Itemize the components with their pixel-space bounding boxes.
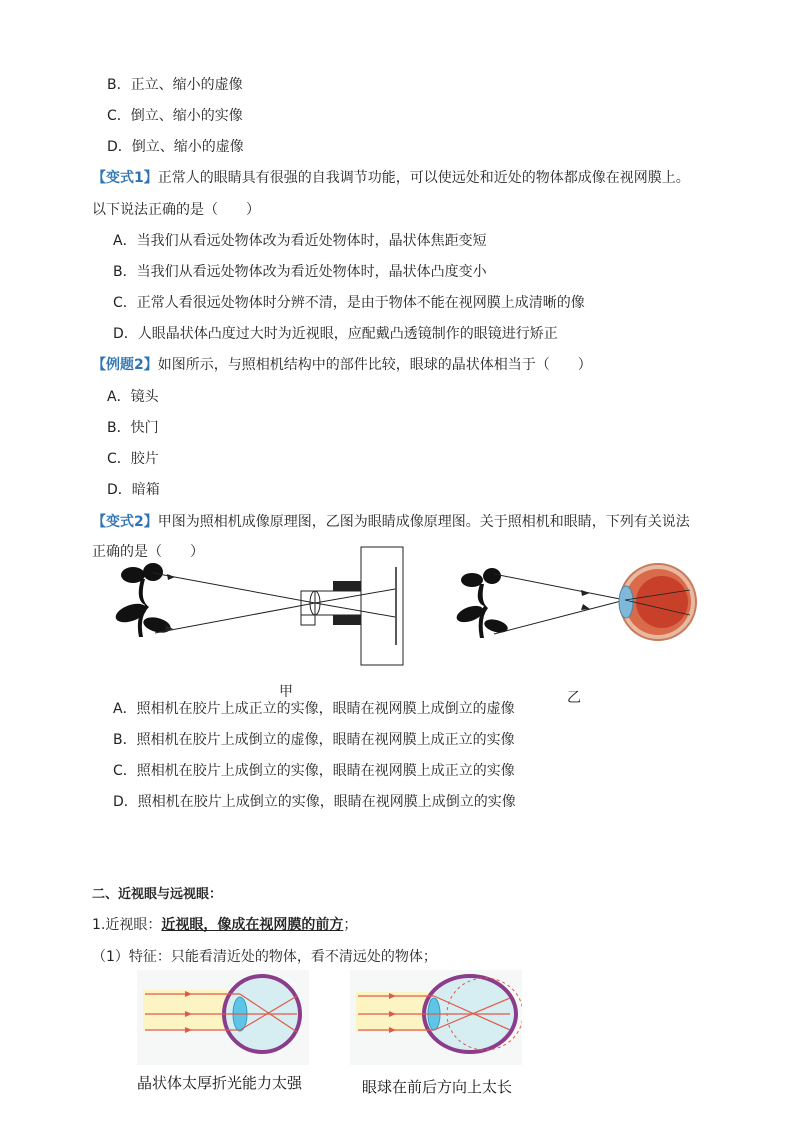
option-c: C．正常人看很远处物体时分辨不清，是由于物体不能在视网膜上成清晰的像 (113, 295, 585, 311)
figure-label-jia: 甲 (279, 684, 293, 700)
option-d: D．照相机在胶片上成倒立的实像，眼睛在视网膜上成倒立的实像 (113, 794, 516, 810)
myopia-definition (92, 915, 357, 935)
variant-tag: 【变式1】 (92, 170, 158, 186)
myopia-long-eyeball-diagram (350, 970, 522, 1065)
question-stem-cont: 以下说法正确的是（ ） (92, 202, 260, 218)
plant-icon (113, 563, 172, 637)
option-a: A．照相机在胶片上成正立的实像，眼睛在视网膜上成倒立的虚像 (113, 701, 515, 717)
option-c: C．倒立、缩小的实像 (107, 108, 243, 124)
item-suffix: ； (343, 917, 358, 933)
question-stem: 甲图为照相机成像原理图，乙图为眼睛成像原理图。关于照相机和眼睛，下列有关说法 (157, 514, 690, 530)
figure-label-yi: 乙 (567, 690, 581, 706)
option-a: A．当我们从看远处物体改为看近处物体时，晶状体焦距变短 (113, 233, 487, 249)
section-title: 二、近视眼与远视眼： (92, 887, 223, 902)
eyeball-icon (619, 564, 696, 640)
option-c: C．胶片 (107, 451, 159, 467)
variant-tag: 【变式2】 (92, 514, 158, 530)
question-stem: 正常人的眼睛具有很强的自我调节功能，可以使远处和近处的物体都成像在视网膜上。 (157, 170, 690, 186)
option-b: B．照相机在胶片上成倒立的虚像，眼睛在视网膜上成正立的实像 (113, 732, 515, 748)
option-a: A．镜头 (107, 389, 159, 405)
myopia-thick-lens-diagram (137, 970, 309, 1065)
option-d: D．暗箱 (107, 482, 160, 498)
option-c: C．照相机在胶片上成倒立的实像，眼睛在视网膜上成正立的实像 (113, 763, 515, 779)
option-b: B．快门 (107, 420, 159, 436)
image-caption-left: 晶状体太厚折光能力太强 (137, 1074, 303, 1092)
question-stem-cont: 正确的是（ ） (92, 544, 204, 560)
question-example-2 (92, 355, 592, 375)
question-variant-1 (92, 168, 690, 188)
example-tag: 【例题2】 (92, 357, 158, 373)
camera-diagram (105, 545, 415, 670)
plant-icon (454, 568, 509, 638)
item-prefix: 1.近视眼： (92, 917, 162, 933)
item-key-point: 近视眼，像成在视网膜的前方 (161, 917, 344, 933)
option-d: D．人眼晶状体凸度过大时为近视眼，应配戴凸透镜制作的眼镜进行矫正 (113, 326, 558, 342)
option-d: D．倒立、缩小的虚像 (107, 139, 244, 155)
question-stem: 如图所示，与照相机结构中的部件比较，眼球的晶状体相当于（ ） (157, 357, 592, 373)
eye-diagram (450, 560, 700, 645)
question-variant-2 (92, 512, 690, 532)
myopia-feature: （1）特征：只能看清近处的物体，看不清远处的物体； (92, 949, 437, 965)
option-b: B．当我们从看远处物体改为看近处物体时，晶状体凸度变小 (113, 264, 487, 280)
image-caption-right: 眼球在前后方向上太长 (362, 1078, 513, 1096)
option-b: B．正立、缩小的虚像 (107, 77, 243, 93)
